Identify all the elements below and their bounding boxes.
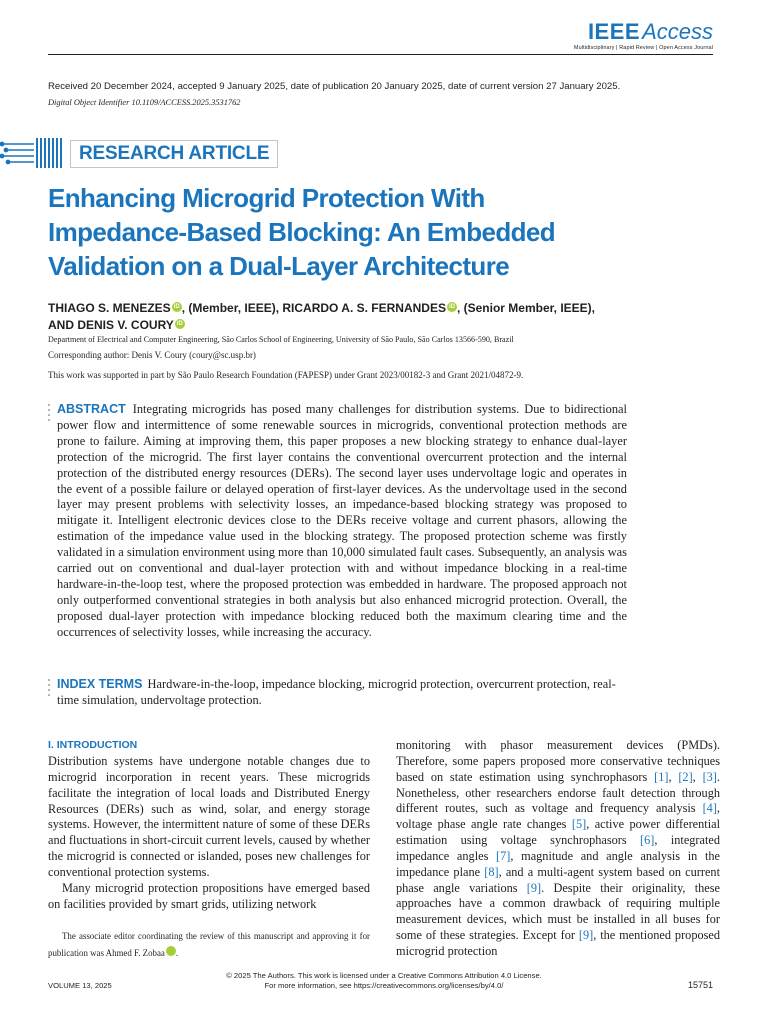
text-run: , bbox=[692, 769, 703, 784]
volume-label: VOLUME 13, 2025 bbox=[48, 981, 112, 990]
received-dates: Received 20 December 2024, accepted 9 January 2025, date of publication 20 January 2025, date of current version 27 January 2025. bbox=[48, 81, 621, 92]
header-divider bbox=[48, 54, 713, 55]
author-1: THIAGO S. MENEZES bbox=[48, 301, 171, 315]
right-paragraph bbox=[396, 738, 720, 960]
journal-logo bbox=[574, 20, 713, 51]
text-run: , integrated impedance angles bbox=[396, 833, 720, 863]
text-run: , and a multi-agent system based on current phase angle variations bbox=[396, 864, 720, 895]
citation-link[interactable]: [7] bbox=[496, 848, 511, 863]
abstract-text: Integrating microgrids has posed many challenges for distribution systems. Due to bidirectional power flow and intermittence of some renewable sources in microgrids, conventional protection methods are prone to failure. Aiming at improving them, this paper proposes a new blocking strategy to enhance dual-layer protection of the microgrid. The first layer contains the conventional overcurrent protection and the internal protection of the distributed energy resources (DERs). The second layer uses undervoltage logic and operates in the event of a possible failure or delayed operation of first-layer devices. As the undervoltage used in the second layer may present problems with selectivity losses, an impedance-based blocking strategy was proposed to mitigate it. Intelligent electronic devices close to the DERs receive voltage and current phasors, allowing the estimation of the impedance value used in the blocking strategy. The proposed protection scheme was firstly validated in a simulation environment using more than 10,000 simulated fault cases. Subsequently, an analysis was carried out on conventional and dual-layer protection with and without impedance blocking in a real-time hardware-in-the-loop test, where the proposed protection was embedded in hardware. The proposed approach not only outperformed conventional strategies in both analysis but also enhanced microgrid protection. Overall, the proposed dual-layer protection with impedance blocking reduced both the maximum clearing time and the occurrences of selectivity losses, while increasing the accuracy. bbox=[57, 402, 627, 639]
citation-link[interactable]: [9] bbox=[526, 880, 542, 895]
text-run: , bbox=[668, 769, 679, 784]
section-heading: I. INTRODUCTION bbox=[48, 739, 138, 751]
article-type-banner bbox=[70, 140, 278, 168]
logo-tagline: Multidisciplinary | Rapid Review | Open Access Journal bbox=[573, 45, 713, 51]
text-run: . Despite their originality, these approaches have a common drawback of requiring multiple measurement devices, which must be installed in all buses for some of these strategies. Except for bbox=[396, 880, 720, 943]
orcid-icon[interactable]: iD bbox=[448, 304, 455, 310]
corresponding-author: Corresponding author: Denis V. Coury (coury@sc.usp.br) bbox=[48, 350, 256, 360]
banner-stripes-icon bbox=[0, 138, 66, 168]
author-2-role: , (Senior Member, IEEE), bbox=[456, 301, 596, 315]
column-left bbox=[48, 738, 370, 912]
column-right bbox=[396, 738, 720, 960]
text-run: , voltage phase angle rate changes bbox=[396, 801, 720, 832]
dots-icon bbox=[48, 404, 51, 424]
citation-link[interactable]: [3] bbox=[702, 769, 717, 784]
text-run: , the mentioned proposed microgrid protection bbox=[396, 928, 721, 958]
text-run: . Nonetheless, other researchers endorse fault detection through different routes, such as voltage and frequency analysis bbox=[396, 769, 720, 816]
text-run: monitoring with phasor measurement devices (PMDs). Therefore, some papers proposed more conservative techniques based on state estimation using synchrophasors bbox=[396, 738, 720, 784]
index-terms-text: Hardware-in-the-loop, impedance blocking, microgrid protection, overcurrent protection, real-time simulation, undervoltage protection. bbox=[57, 677, 616, 707]
logo-ieee: IEEE bbox=[587, 19, 641, 44]
citation-link[interactable]: [9] bbox=[578, 928, 594, 943]
author-list bbox=[48, 300, 728, 334]
affiliation: Department of Electrical and Computer Engineering, São Carlos School of Engineering, University of São Paulo, São Carlos 13566-590, Brazil bbox=[48, 335, 514, 344]
article-type: RESEARCH ARTICLE bbox=[79, 143, 270, 164]
page-number: 15751 bbox=[687, 980, 713, 990]
funding-note: This work was supported in part by São Paulo Research Foundation (FAPESP) under Grant 2023/00182-3 and Grant 2021/04872-9. bbox=[48, 370, 524, 380]
citation-link[interactable]: [5] bbox=[571, 817, 587, 832]
intro-paragraph-2: Many microgrid protection propositions have emerged based on facilities provided by smart grids, utilizing network bbox=[48, 880, 370, 911]
text-run: , magnitude and angle analysis in the impedance plane bbox=[396, 848, 720, 879]
citation-link[interactable]: [6] bbox=[640, 833, 655, 848]
author-2: RICARDO A. S. FERNANDES bbox=[282, 301, 446, 315]
text-run: , active power differential estimation using voltage synchrophasors bbox=[396, 817, 720, 848]
license-line-2[interactable]: For more information, see https://creativecommons.org/licenses/by/4.0/ bbox=[264, 981, 504, 990]
author-1-role: , (Member, IEEE), bbox=[181, 301, 283, 315]
logo-access: Access bbox=[642, 19, 713, 44]
license-line-1: © 2025 The Authors. This work is licensed under a Creative Commons Attribution 4.0 License. bbox=[226, 971, 542, 980]
index-terms-heading: INDEX TERMS bbox=[57, 677, 143, 691]
paper-title: Enhancing Microgrid Protection With Impedance-Based Blocking: An Embedded Validation on a Dual-Layer Architecture bbox=[48, 183, 556, 281]
author-3: AND DENIS V. COURY bbox=[48, 318, 174, 332]
intro-paragraph-1: Distribution systems have undergone notable changes due to microgrid incorporation in recent years. These microgrids facilitate the integration of local loads and Distributed Energy Resources (DERs) such as wind, solar, and energy storage systems. However, the intermittent nature of some of these DERs and fluctuations in short-circuit current levels, caused by whether the microgrid is connected or islanded, poses new challenges for conventional protection systems. bbox=[48, 754, 371, 879]
orcid-icon[interactable]: iD bbox=[166, 946, 176, 956]
dots-icon bbox=[48, 679, 51, 699]
editor-footnote: The associate editor coordinating the review of this manuscript and approving it for publication was Ahmed F. Zobaa iD. bbox=[48, 931, 370, 958]
orcid-icon[interactable]: iD bbox=[176, 321, 183, 327]
citation-link[interactable]: [2] bbox=[678, 769, 693, 784]
citation-link[interactable]: [1] bbox=[654, 769, 669, 784]
abstract-heading: ABSTRACT bbox=[57, 402, 126, 416]
footnote-text: The associate editor coordinating the review of this manuscript and approving it for publication was Ahmed F. Zobaa bbox=[48, 931, 370, 958]
citation-link[interactable]: [8] bbox=[484, 864, 499, 879]
orcid-icon[interactable]: iD bbox=[173, 304, 180, 310]
index-terms bbox=[57, 677, 627, 709]
abstract bbox=[57, 402, 627, 641]
license-notice bbox=[0, 971, 768, 991]
citation-link[interactable]: [4] bbox=[702, 801, 717, 816]
doi: Digital Object Identifier 10.1109/ACCESS.2025.3531762 bbox=[48, 98, 241, 107]
